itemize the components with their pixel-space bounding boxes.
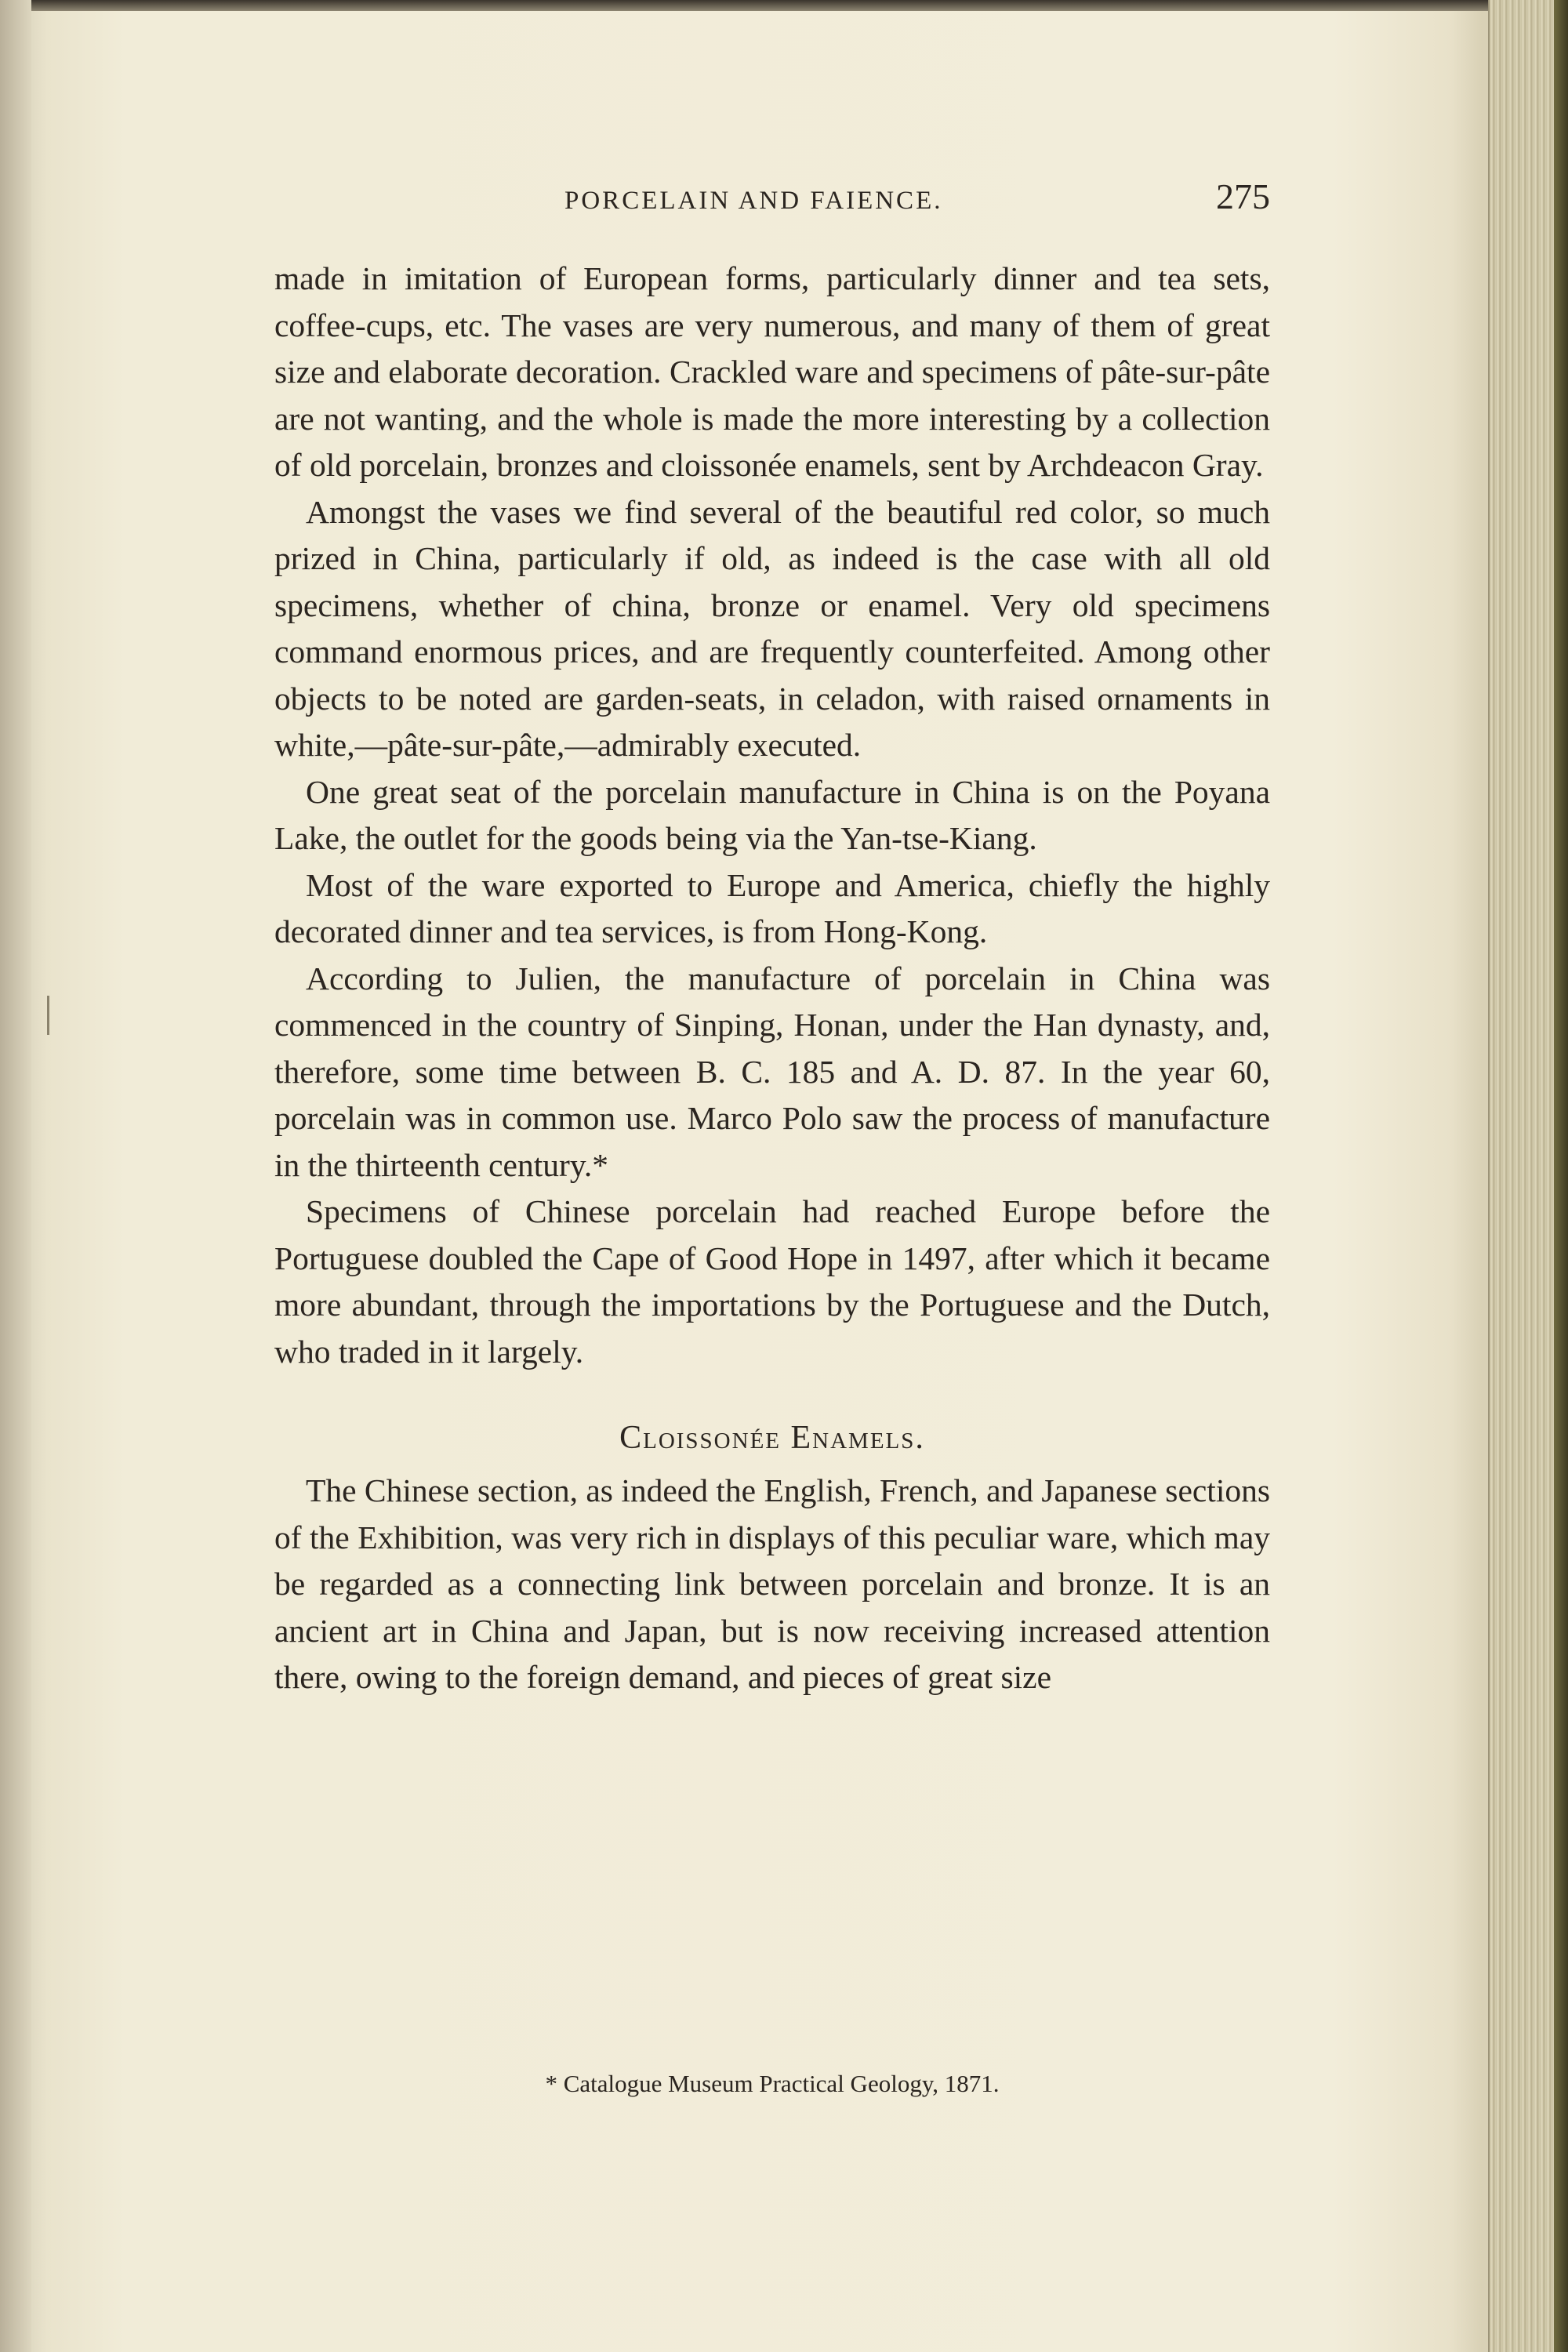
paragraph: made in imitation of European forms, particularly dinner and tea sets, coffee-cups, etc. The vases are very numerous, and many of them of great size and elaborate decoration. Crackled ware and specimens of pâte-sur-pâte are not wanting, and the whole is made the more interesting by a collection of old porcelain, bronzes and cloissonée enamels, sent by Archdeacon Gray. [274,260,1270,483]
running-head [274,172,1270,227]
body-text [274,256,1270,1701]
page-content [274,172,1270,2305]
section-heading: Cloissonée Enamels. [619,1420,925,1456]
book-page-edges [1488,0,1568,2352]
paragraph: Specimens of Chinese porcelain had reached Europe before the Portuguese doubled the Cape of Good Hope in 1497, after which it became more abundant, through the importations by the Portuguese and the Dutch, who traded in it largely. [274,1193,1270,1370]
paragraph: Most of the ware exported to Europe and America, chiefly the highly decorated dinner and tea services, is from Hong-Kong. [274,866,1270,949]
margin-mark [47,996,49,1035]
paragraph: According to Julien, the manufacture of porcelain in China was commenced in the country of Sinping, Honan, under the Han dynasty, and, therefore, some time between B. C. 185 and A. D. 87. In the year 60, porcelain was in common use. Marco Polo saw the process of manufacture in the thirteenth century.* [274,960,1270,1183]
paragraph: One great seat of the porcelain manufacture in China is on the Poyana Lake, the outlet for the goods being via the Yan-tse-Kiang. [274,773,1270,856]
footnote: * Catalogue Museum Practical Geology, 1871. [545,2070,1000,2097]
paragraph: The Chinese section, as indeed the English, French, and Japanese sections of the Exhibition, was very rich in displays of this peculiar ware, which may be regarded as a connecting link between porcelain and bronze. It is an ancient art in China and Japan, but is now receiving increased attention there, owing to the foreign demand, and pieces of great size [274,1472,1270,1695]
paragraph: Amongst the vases we find several of the beautiful red color, so much prized in China, particularly if old, as indeed is the case with all old specimens, whether of china, bronze or enamel. Very old specimens command enormous prices, and are frequently counterfeited. Among other objects to be noted are garden-seats, in celadon, with raised ornaments in white,—pâte-sur-pâte,—admirably executed. [274,493,1270,763]
page-number: 275 [1216,176,1270,216]
book-top-edge [0,0,1568,11]
running-title: PORCELAIN AND FAIENCE. [564,187,943,215]
book-gutter [0,0,31,2352]
